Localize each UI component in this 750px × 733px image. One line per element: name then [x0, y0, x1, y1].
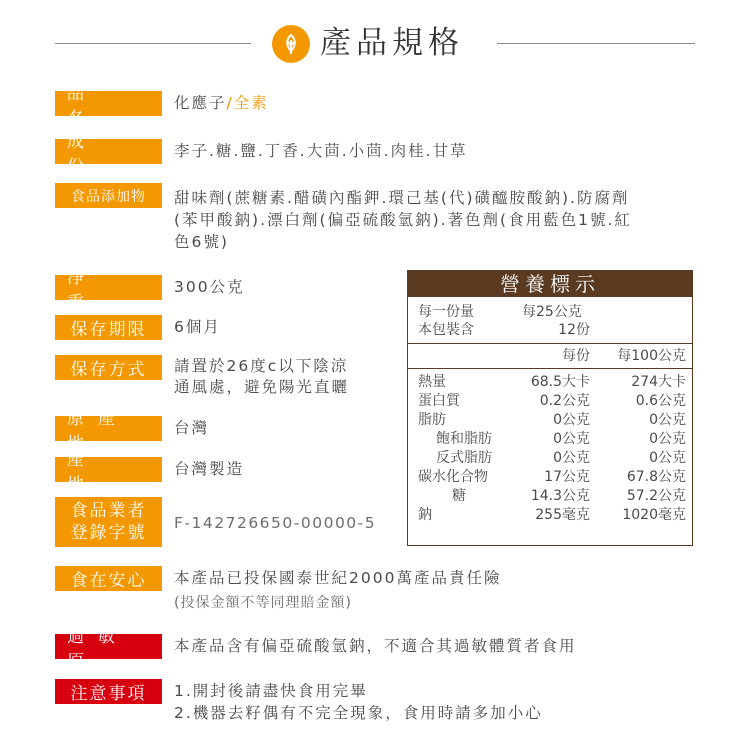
registration-number: F-142726650-00000-5	[174, 514, 377, 532]
label-text: 注意事項	[70, 684, 147, 704]
nutrient-per-100g: 0公克	[649, 450, 686, 466]
label-text: 食品業者	[70, 501, 147, 521]
name-slash: /	[226, 94, 234, 112]
nutrient-per-serving: 0.2公克	[539, 393, 590, 409]
nutrition-title: 營養標示	[408, 271, 692, 297]
additives-block	[174, 187, 632, 253]
made-in-value: 台灣製造	[174, 460, 245, 478]
diet-tag: 全素	[233, 94, 269, 112]
label-product-name	[55, 83, 162, 129]
header-line-right	[497, 43, 695, 44]
label-text: 產地	[67, 449, 126, 495]
label-text: 原產地	[67, 408, 129, 454]
nutrient-name: 脂肪	[418, 412, 446, 428]
nutrient-name: 碳水化合物	[418, 469, 488, 485]
label-net-weight	[55, 267, 162, 313]
label-additives	[55, 183, 162, 208]
product-name	[174, 93, 269, 113]
ingredients-value: 李子.糖.鹽.丁香.大茴.小茴.肉桂.甘草	[174, 142, 468, 160]
additives-line: 甜味劑(蔗糖素.醋磺內酯鉀.環己基(代)磺醯胺酸鈉).防腐劑	[174, 189, 630, 207]
additives-line: 色6號)	[174, 233, 229, 251]
nutrient-name: 蛋白質	[418, 393, 460, 409]
serving-label: 每一份量	[418, 304, 474, 320]
nutrient-per-100g: 0公克	[649, 431, 686, 447]
nutrient-name: 熱量	[418, 374, 446, 390]
nutrient-per-serving: 0公克	[553, 412, 590, 428]
label-text: 保存期限	[70, 320, 147, 340]
nutrient-per-serving: 0公克	[553, 431, 590, 447]
label-storage	[55, 355, 162, 380]
net-weight-value: 300公克	[174, 278, 245, 296]
nutrition-divider	[408, 343, 692, 344]
nutrient-per-100g: 0公克	[649, 412, 686, 428]
label-text-group	[59, 500, 158, 544]
label-shelf-life	[55, 315, 162, 340]
label-text: 食品添加物	[71, 188, 146, 205]
label-text: 成份	[67, 131, 126, 177]
allergen-value: 本產品含有偏亞硫酸氫鈉，不適合其過敏體質者食用	[174, 637, 577, 655]
col-per-100g: 每100公克	[617, 348, 686, 364]
nutrient-per-100g: 274大卡	[631, 374, 686, 390]
notes-block	[174, 680, 543, 724]
label-text: 食在安心	[70, 571, 147, 591]
insurance-line: 本產品已投保國泰世紀2000萬產品責任險	[174, 569, 502, 587]
nutrient-per-100g: 57.2公克	[626, 488, 686, 504]
servings-label: 本包裝含	[418, 322, 474, 338]
label-text: 淨重	[67, 267, 126, 313]
product-name-value: 化應子	[174, 94, 227, 112]
nutrient-name: 反式脂肪	[436, 450, 492, 466]
notes-line: 2.機器去籽偶有不完全現象，食用時請多加小心	[174, 704, 543, 722]
storage-line: 請置於26度c以下陰涼	[174, 357, 349, 375]
nutrient-per-100g: 67.8公克	[626, 469, 686, 485]
nutrition-divider	[408, 368, 692, 369]
notes-line: 1.開封後請盡快食用完畢	[174, 682, 368, 700]
label-text: 過敏原	[67, 626, 129, 672]
nutrient-per-serving: 14.3公克	[530, 488, 590, 504]
origin-value: 台灣	[174, 419, 210, 437]
label-origin	[55, 408, 162, 454]
label-notes	[55, 679, 162, 704]
label-text: 保存方式	[70, 360, 147, 380]
page-title: 產品規格	[320, 25, 464, 61]
label-text: 登錄字號	[70, 523, 147, 543]
nutrient-per-100g: 0.6公克	[635, 393, 686, 409]
col-per-serving: 每份	[562, 348, 590, 364]
serving-value: 每25公克	[522, 304, 582, 320]
label-allergen	[55, 626, 162, 672]
label-ingredients	[55, 131, 162, 177]
nutrient-name: 糖	[452, 488, 466, 504]
nutrient-per-serving: 0公克	[553, 450, 590, 466]
nutrient-name: 鈉	[418, 507, 432, 523]
leaf-icon	[272, 25, 310, 63]
additives-line: (苯甲酸鈉).漂白劑(偏亞硫酸氫鈉).著色劑(食用藍色1號.紅	[174, 211, 632, 229]
shelf-life-value: 6個月	[174, 318, 221, 336]
nutrition-table	[407, 270, 693, 546]
insurance-note: (投保金額不等同理賠金額)	[174, 595, 352, 611]
label-text: 品名	[67, 83, 126, 129]
header-line-left	[55, 43, 251, 44]
label-insurance	[55, 566, 162, 591]
nutrient-per-serving: 17公克	[544, 469, 590, 485]
storage-block	[174, 356, 349, 398]
nutrient-per-100g: 1020毫克	[622, 507, 686, 523]
nutrient-per-serving: 255毫克	[535, 507, 590, 523]
label-made-in	[55, 449, 162, 495]
servings-value: 12份	[558, 322, 590, 338]
storage-line: 通風處，避免陽光直曬	[174, 378, 350, 396]
nutrient-name: 飽和脂肪	[436, 431, 492, 447]
nutrient-per-serving: 68.5大卡	[530, 374, 590, 390]
label-registration	[55, 497, 162, 547]
